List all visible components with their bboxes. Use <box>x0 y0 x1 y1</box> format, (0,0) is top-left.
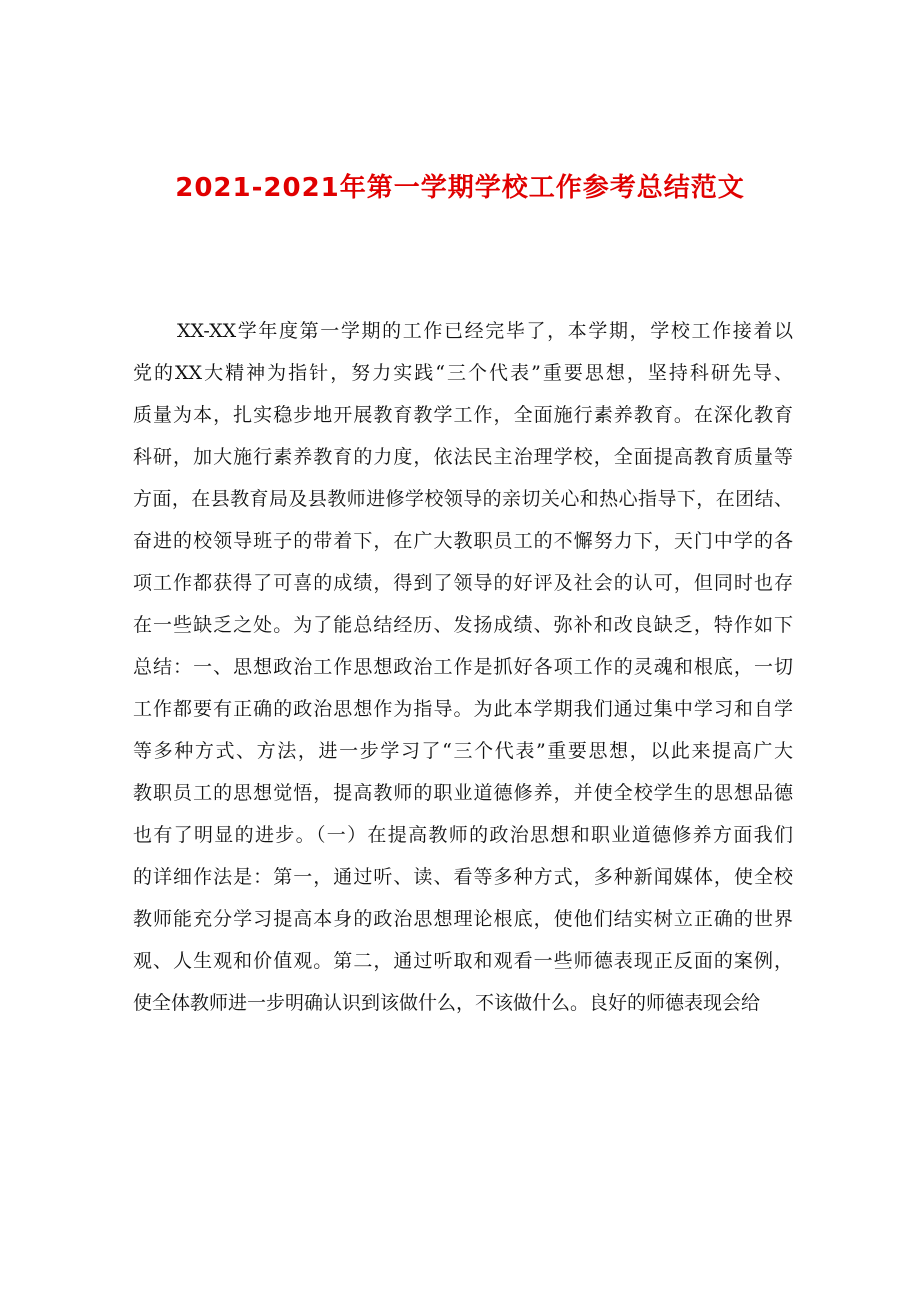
document-body <box>133 310 793 1024</box>
body-line: 工作都要有正确的政治思想作为指导。为此本学期我们通过集中学习和自学 <box>133 698 793 720</box>
body-line: 在一些缺乏之处。为了能总结经历、发扬成绩、弥补和改良缺乏，特作如下 <box>133 614 793 636</box>
body-line: 等多种方式、方法，进一步学习了“三个代表”重要思想，以此来提高广大 <box>133 740 793 762</box>
body-line: 方面，在县教育局及县教师进修学校领导的亲切关心和热心指导下，在团结、 <box>133 488 793 510</box>
body-line: 奋进的校领导班子的带着下，在广大教职员工的不懈努力下，天门中学的各 <box>133 530 793 552</box>
body-line: 总结：一、思想政治工作思想政治工作是抓好各项工作的灵魂和根底，一切 <box>133 656 793 678</box>
body-line: 项工作都获得了可喜的成绩，得到了领导的好评及社会的认可，但同时也存 <box>133 572 793 594</box>
document-title: 2021-2021年第一学期学校工作参考总结范文 <box>175 173 745 203</box>
body-line: 使全体教师进一步明确认识到该做什么，不该做什么。良好的师德表现会给 <box>133 992 761 1014</box>
body-line: 教职员工的思想觉悟，提高教师的职业道德修养，并使全校学生的思想品德 <box>133 782 793 804</box>
body-line: XX-XX学年度第一学期的工作已经完毕了，本学期，学校工作接着以 <box>177 320 793 342</box>
body-line: 科研，加大施行素养教育的力度，依法民主治理学校，全面提高教育质量等 <box>133 446 793 468</box>
body-line: 教师能充分学习提高本身的政治思想理论根底，使他们结实树立正确的世界 <box>133 908 793 930</box>
body-line: 党的XX大精神为指针，努力实践“三个代表”重要思想，坚持科研先导、 <box>133 362 793 384</box>
body-line: 的详细作法是：第一，通过听、读、看等多种方式，多种新闻媒体，使全校 <box>133 866 793 888</box>
body-line: 观、人生观和价值观。第二，通过听取和观看一些师德表现正反面的案例， <box>133 950 793 972</box>
body-line: 质量为本，扎实稳步地开展教育教学工作，全面施行素养教育。在深化教育 <box>133 404 793 426</box>
body-line: 也有了明显的进步。（一）在提高教师的政治思想和职业道德修养方面我们 <box>133 824 793 846</box>
